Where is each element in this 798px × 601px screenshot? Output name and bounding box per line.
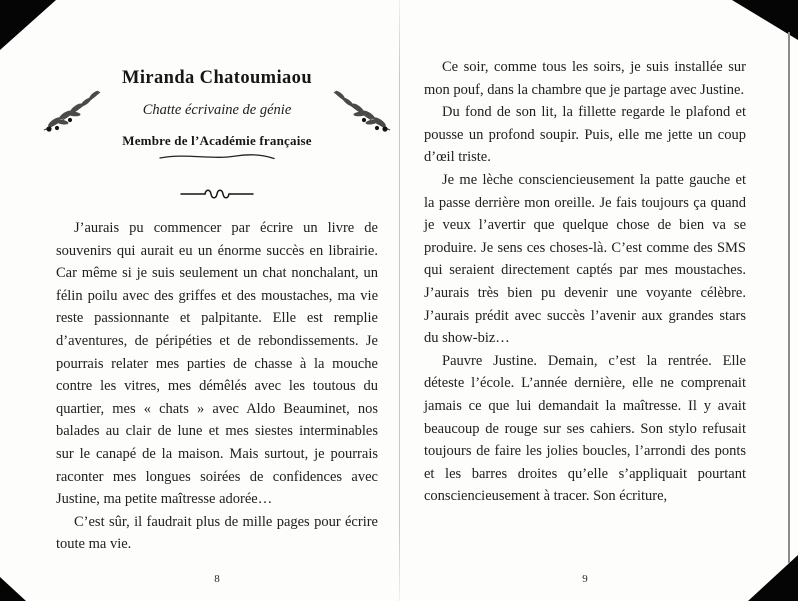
right-page-body: [424, 56, 746, 508]
chapter-membership: Membre de l’Académie française: [122, 133, 312, 148]
paragraph: Je me lèche consciencieusement la patte gauche et la passe derrière mon oreille. Je fais toujours ça quand je veux l’avertir que quelque chose de bien va se produire. Je sens ces choses-là. C’est comme des SMS qui seraient directement captés par mes moustaches. J’aurais très bien pu devenir une voyante célèbre. J’aurais prédit avec succès l’avenir aux grandes stars du show-biz…: [424, 171, 746, 347]
left-page-body: [56, 217, 378, 556]
paragraph: Du fond de son lit, la fillette regarde le plafond et pousse un profond soupir. Puis, elle me jette un coup d’œil triste.: [424, 104, 746, 166]
paragraph: C’est sûr, il faudrait plus de mille pages pour écrire toute ma vie.: [56, 513, 378, 553]
photo-corner-top-left: [0, 0, 56, 50]
paragraph: Pauvre Justine. Demain, c’est la rentrée. Elle déteste l’école. L’année dernière, elle ne comprenait jamais ce que lui demandait la maîtresse. Il y avait beaucoup de rouge sur ses cahiers. Son stylo refusait toujours de faire les jolies boucles, l’arrondi des ponts et les barres droites qu’elle s’appliquait pourtant consciencieusement à tracer. Son écriture,: [424, 352, 746, 505]
chapter-subtitle: Chatte écrivaine de génie: [142, 102, 292, 118]
paragraph: J’aurais pu commencer par écrire un livre de souvenirs qui aurait eu un énorme succès en librairie. Car même si je suis seulement un chat nonchalant, un félin poilu avec des griffes et des moustaches, ma vie reste passionnante et palpitante. Elle est remplie d’aventures, de péripéties et de rebondissements. Je pourrais relater mes parties de chasse à la mouche contre les vitres, mes démêlés avec les toutous du quartier, mes « chats » avec Aldo Beauminet, nos balades au clair de lune et mes siestes interminables sur le canapé de la maison. Mais surtout, je pourrais raconter mes longues soirées de confidences avec Justine, ma petite maîtresse adorée…: [56, 220, 378, 508]
left-page: [56, 0, 378, 601]
paragraph: Ce soir, comme tous les soirs, je suis installée sur mon pouf, dans la chambre que je partage avec Justine.: [424, 59, 746, 98]
page-gutter-line: [399, 0, 400, 601]
olive-branch-right-icon: [330, 84, 392, 136]
left-page-number: 8: [214, 573, 220, 585]
chapter-title: Miranda Chatoumiaou: [121, 68, 313, 88]
right-page: [424, 0, 746, 601]
divider-squiggle-icon: [179, 186, 255, 202]
swash-underline-icon: [158, 152, 276, 162]
photo-corner-bottom-right: [748, 555, 798, 601]
right-page-number: 9: [582, 573, 588, 585]
chapter-header: [56, 68, 378, 202]
olive-branch-left-icon: [42, 84, 104, 136]
photo-corner-bottom-left: [0, 577, 26, 601]
page-stack-edge-line: [788, 32, 790, 563]
